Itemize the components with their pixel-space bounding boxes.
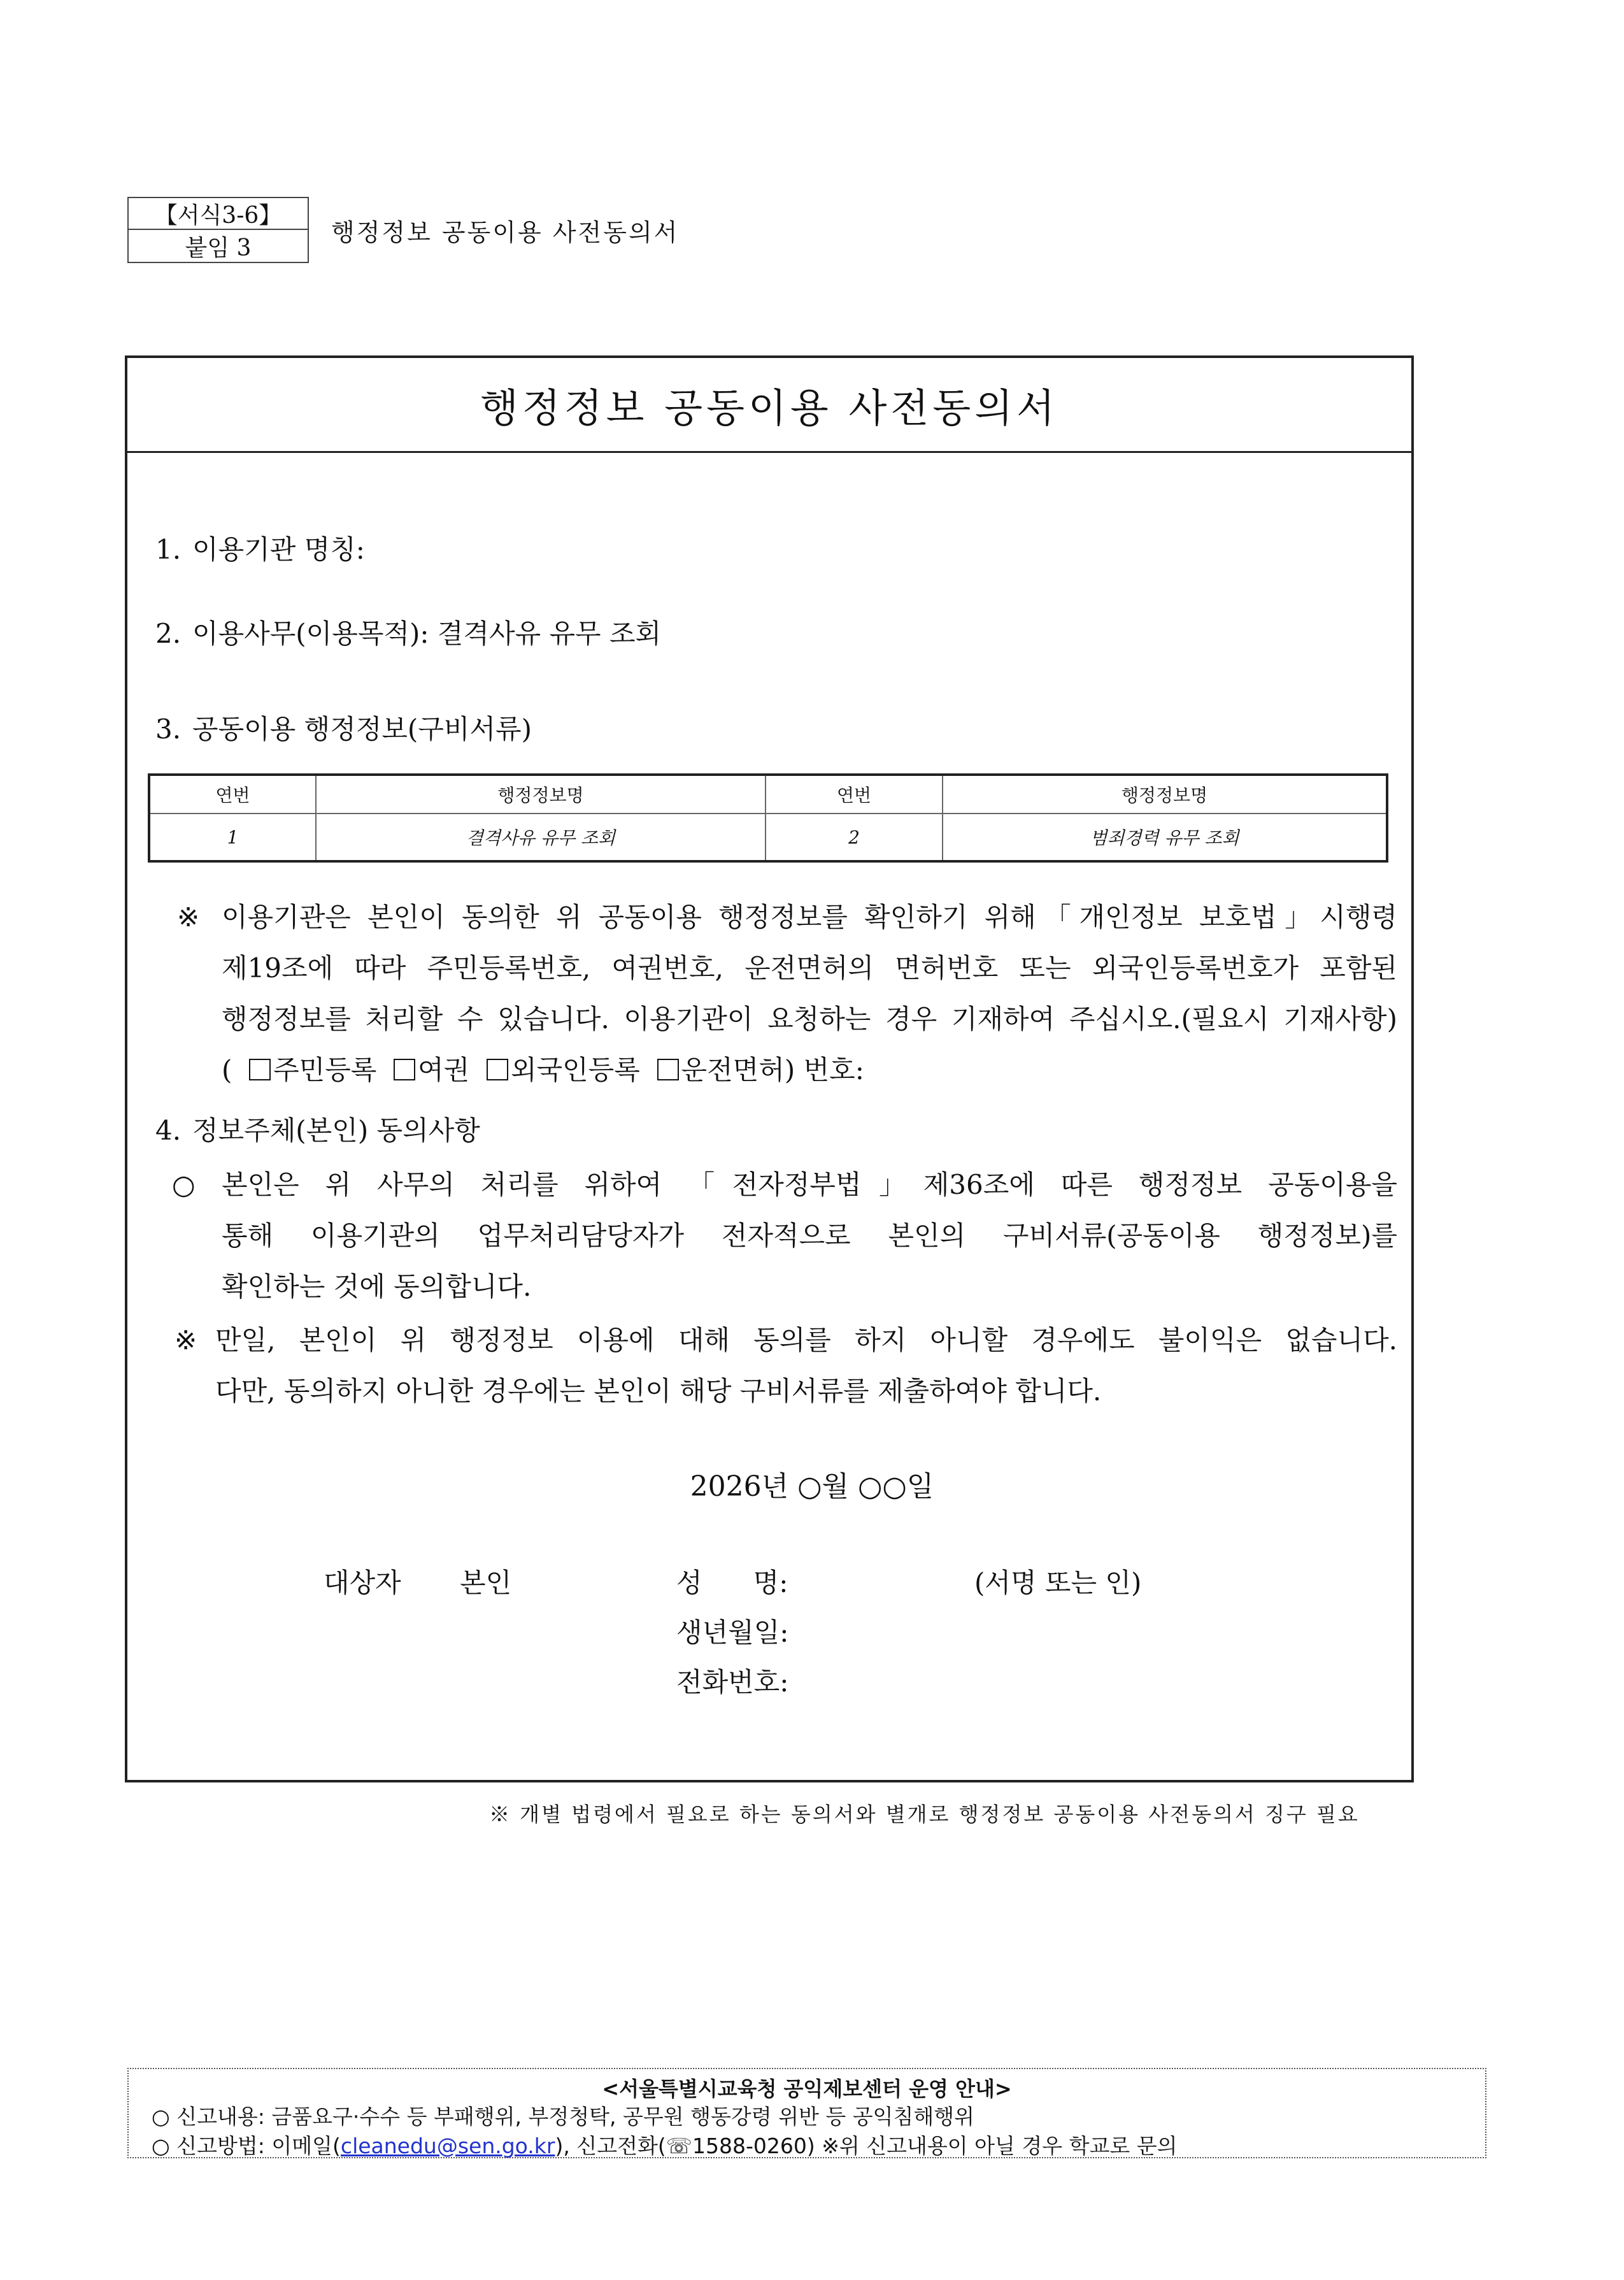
- form-label-box: [127, 197, 309, 263]
- table-header-cell: 행정정보명: [316, 775, 766, 814]
- notice-line-method: ○ 신고방법: 이메일(cleanedu@sen.go.kr), 신고전화(☏1588-0260) ※위 신고내용이 아닐 경우 학교로 문의: [152, 2133, 1178, 2158]
- attachment-label: 붙임 3: [185, 234, 252, 261]
- checkbox-license[interactable]: 운전면허: [657, 1054, 785, 1086]
- table-cell: 범죄경력 유무 조회: [943, 814, 1387, 861]
- table-header-cell: 연번: [766, 775, 943, 814]
- consent-date: 2026년 ○월 ○○일: [690, 1470, 934, 1503]
- whistleblower-notice: [127, 2068, 1486, 2158]
- note-mark: ※: [175, 1324, 197, 1356]
- table-header-row: [149, 775, 1387, 814]
- form-code: 【서식3-6】: [129, 198, 308, 230]
- subject-label: 대상자: [324, 1567, 401, 1598]
- id-number-note: [177, 892, 1397, 1096]
- sign-hint: (서명 또는 인): [974, 1567, 1142, 1598]
- note-line: 이용기관은 본인이 동의한 위 공동이용 행정정보를 확인하기 위해「개인정보 보호법」시행령: [222, 901, 1397, 933]
- circle-mark: ○: [172, 1169, 196, 1200]
- table-cell: 1: [149, 814, 316, 861]
- table-header-cell: 연번: [149, 775, 316, 814]
- section-consent-heading: 4. 정보주체(본인) 동의사항: [155, 1115, 480, 1146]
- consent-line: 확인하는 것에 동의합니다.: [222, 1271, 532, 1302]
- consent-line: 통해 이용기관의 업무처리담당자가 전자적으로 본인의 구비서류(공동이용 행정정보)를: [222, 1220, 1397, 1251]
- notice-line-content: ○ 신고내용: 금품요구·수수 등 부패행위, 부정청탁, 공무원 행동강령 위반 등 공익침해행위: [152, 2104, 975, 2129]
- item-purpose: 2. 이용사무(이용목적): 결격사유 유무 조회: [155, 618, 662, 649]
- table-header-cell: 행정정보명: [943, 775, 1387, 814]
- birthdate-field-label: 생년월일:: [676, 1617, 789, 1648]
- email-link[interactable]: cleanedu@sen.go.kr: [340, 2133, 555, 2158]
- note-line: 행정정보를 처리할 수 있습니다. 이용기관이 요청하는 경우 기재하여 주십시오.(필요시 기재사항): [222, 1003, 1397, 1035]
- checkbox-foreigner[interactable]: 외국인등록: [487, 1054, 640, 1086]
- table-cell: 결격사유 유무 조회: [316, 814, 766, 861]
- table-cell: 2: [766, 814, 943, 861]
- checkbox-resident[interactable]: 주민등록: [249, 1054, 376, 1086]
- note-line: 제19조에 따라 주민등록번호, 여권번호, 운전면허의 면허번호 또는 외국인등록번호가 포함된: [222, 952, 1397, 984]
- notice-title: <서울특별시교육청 공익제보센터 운영 안내>: [602, 2077, 1012, 2101]
- refusal-note: [175, 1315, 1397, 1417]
- id-type-options: ( 주민등록 여권 외국인등록 운전면허) 번호:: [222, 1054, 864, 1086]
- table-row: [149, 814, 1387, 861]
- footnote: ※ 개별 법령에서 필요로 하는 동의서와 별개로 행정정보 공동이용 사전동의서 징구 필요: [489, 1802, 1360, 1826]
- checkbox-passport[interactable]: 여권: [394, 1054, 469, 1086]
- refusal-line: 다만, 동의하지 아니한 경우에는 본인이 해당 구비서류를 제출하여야 합니다.: [215, 1375, 1102, 1407]
- document-title: 행정정보 공동이용 사전동의서: [127, 358, 1411, 453]
- consent-line: 본인은 위 사무의 처리를 위하여 「전자정부법」제36조에 따른 행정정보 공동이용을: [222, 1169, 1397, 1200]
- documents-table: [148, 773, 1388, 863]
- refusal-line: 만일, 본인이 위 행정정보 이용에 대해 동의를 하지 아니할 경우에도 불이익은 없습니다.: [215, 1324, 1397, 1356]
- note-mark: ※: [177, 901, 200, 933]
- header-title: 행정정보 공동이용 사전동의서: [331, 219, 680, 247]
- phone-field-label: 전화번호:: [676, 1667, 789, 1698]
- consent-statement: [172, 1159, 1397, 1312]
- name-field-label: 성 명:: [676, 1567, 788, 1598]
- subject-value: 본인: [460, 1567, 512, 1598]
- item-institution-name: 1. 이용기관 명칭:: [155, 534, 365, 565]
- item-shared-info: 3. 공동이용 행정정보(구비서류): [155, 713, 532, 745]
